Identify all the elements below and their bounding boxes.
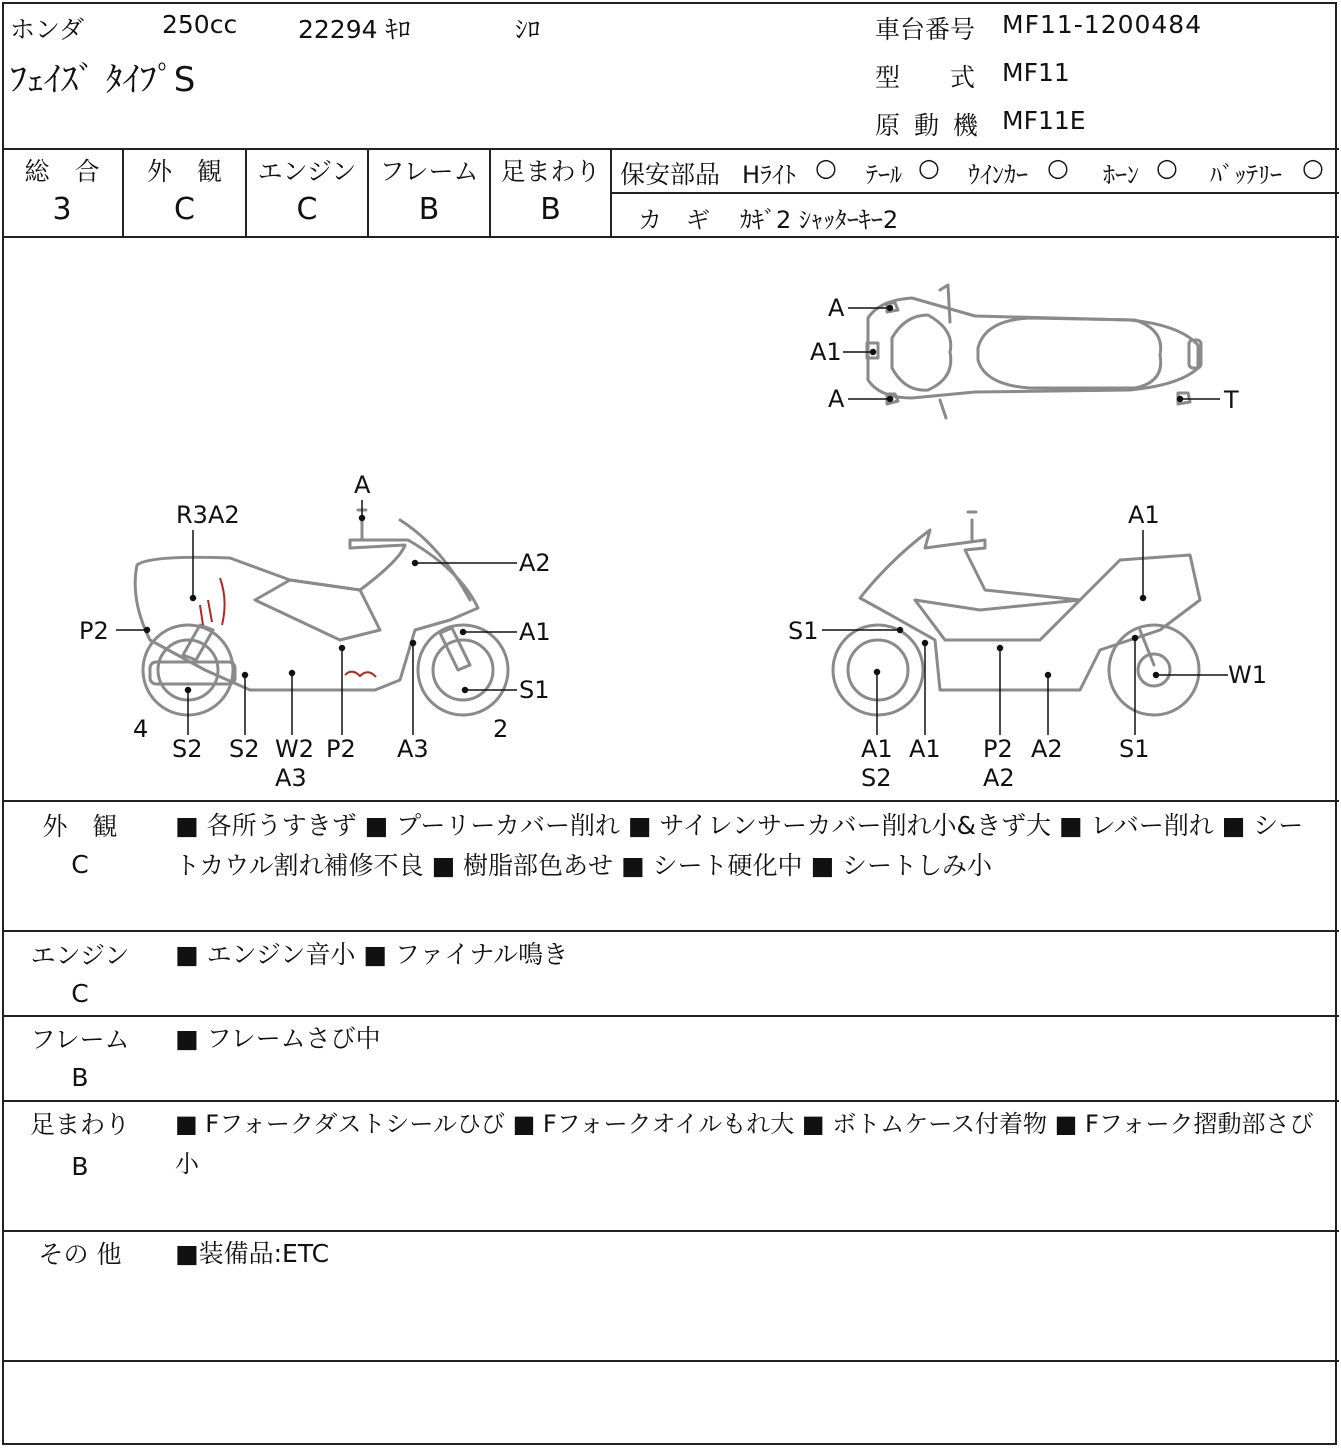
right-label-a2-b: A2 bbox=[1031, 735, 1063, 763]
maker: ホンダ bbox=[10, 15, 85, 44]
frame-no-value: MF11-1200484 bbox=[1002, 10, 1203, 39]
comment-suspension-grade: B bbox=[71, 1152, 89, 1181]
divider bbox=[2, 800, 1339, 802]
divider bbox=[2, 1100, 1339, 1102]
rating-suspension-label: 足まわり bbox=[500, 157, 601, 186]
top-label-a1: A1 bbox=[810, 338, 842, 366]
comment-engine-grade: C bbox=[71, 979, 89, 1008]
rating-frame-value: B bbox=[418, 192, 440, 227]
rating-engine-value: C bbox=[296, 192, 318, 227]
top-view-scooter bbox=[867, 285, 1201, 418]
comment-exterior-label: 外 観 bbox=[42, 812, 118, 841]
comment-frame-text: ■ フレームさび中 bbox=[175, 1024, 381, 1053]
comment-suspension-text: ■ Fフォークダストシールひび ■ Fフォークオイルもれ大 ■ ボトムケース付着物 ■ Fフォーク摺動部さび小 bbox=[175, 1110, 1314, 1178]
rating-total-label: 総 合 bbox=[24, 157, 100, 186]
comment-exterior-text: ■ 各所うすきず ■ プーリーカバー削れ ■ サイレンサーカバー削れ小&きず大 ■ レバー削れ ■ シートカウル割れ補修不良 ■ 樹脂部色あせ ■ シート硬化中 ■ シートしみ小 bbox=[175, 811, 1304, 880]
safety-item-tail: ﾃｰﾙ bbox=[866, 161, 902, 189]
right-label-a1-b1: A1 bbox=[861, 735, 893, 763]
type-label: 型 式 bbox=[875, 63, 976, 92]
key-label: カ ギ bbox=[638, 206, 710, 234]
left-label-a3: A3 bbox=[397, 735, 429, 763]
right-label-a1-top: A1 bbox=[1128, 501, 1160, 529]
divider bbox=[2, 1230, 1339, 1232]
leader-lines bbox=[116, 306, 1228, 736]
left-label-p2-bottom: P2 bbox=[326, 735, 356, 763]
top-label-a-lower: A bbox=[828, 385, 845, 413]
right-label-a1-b2: A1 bbox=[909, 735, 941, 763]
rating-frame-label: フレーム bbox=[379, 157, 479, 186]
rating-suspension-value: B bbox=[540, 192, 561, 227]
left-label-a2: A2 bbox=[519, 549, 551, 577]
engine-value: MF11E bbox=[1002, 106, 1086, 135]
comment-frame-grade: B bbox=[71, 1063, 89, 1092]
left-label-s1: S1 bbox=[519, 676, 550, 704]
left-label-s2a: S2 bbox=[172, 735, 203, 763]
right-label-s1-left: S1 bbox=[788, 617, 819, 645]
model-name: ﾌｪｲｽﾞ ﾀｲﾌﾟS bbox=[10, 60, 196, 100]
type-value: MF11 bbox=[1002, 58, 1070, 87]
safety-item-headlight: Hﾗｲﾄ bbox=[742, 161, 797, 189]
frame-no-label: 車台番号 bbox=[875, 15, 976, 44]
safety-mark-headlight: ○ bbox=[815, 153, 837, 182]
comment-exterior-grade: C bbox=[71, 850, 89, 879]
safety-mark-winker: ○ bbox=[1047, 153, 1069, 182]
right-label-s2-b: S2 bbox=[861, 764, 892, 792]
comment-other-label: その 他 bbox=[38, 1240, 122, 1269]
rating-engine-label: エンジン bbox=[257, 157, 357, 186]
engine-label: 原 動 機 bbox=[875, 111, 981, 140]
comment-engine-text: ■ エンジン音小 ■ ファイナル鳴き bbox=[175, 940, 569, 969]
safety-item-battery: ﾊﾞｯﾃﾘｰ bbox=[1210, 161, 1282, 189]
safety-item-horn: ﾎｰﾝ bbox=[1103, 161, 1139, 189]
left-label-p2: P2 bbox=[79, 617, 109, 645]
left-side-scooter bbox=[135, 510, 508, 715]
divider bbox=[2, 930, 1339, 932]
top-label-a-upper: A bbox=[828, 294, 845, 322]
left-label-w2: W2 bbox=[275, 735, 314, 763]
divider bbox=[2, 1360, 1339, 1362]
left-label-a1: A1 bbox=[519, 618, 551, 646]
comment-other-text: ■装備品:ETC bbox=[175, 1239, 330, 1268]
left-label-a-top: A bbox=[354, 471, 371, 499]
safety-item-winker: ｳｲﾝｶｰ bbox=[968, 161, 1028, 189]
safety-mark-horn: ○ bbox=[1156, 153, 1178, 182]
comment-engine-label: エンジン bbox=[30, 941, 130, 970]
rating-exterior-value: C bbox=[174, 192, 195, 227]
right-side-scooter bbox=[833, 512, 1200, 715]
right-label-s1-b: S1 bbox=[1119, 735, 1150, 763]
key-value: ｶｷﾞ2 ｼｬｯﾀｰｷｰ2 bbox=[740, 206, 899, 234]
divider bbox=[2, 1015, 1339, 1017]
safety-label: 保安部品 bbox=[620, 160, 721, 189]
left-label-s2b: S2 bbox=[229, 735, 260, 763]
safety-mark-battery: ○ bbox=[1302, 153, 1324, 182]
comment-suspension-label: 足まわり bbox=[29, 1110, 130, 1139]
right-label-p2-b: P2 bbox=[983, 735, 1013, 763]
comment-frame-label: フレーム bbox=[30, 1025, 130, 1054]
safety-mark-tail: ○ bbox=[918, 153, 940, 182]
rating-exterior-label: 外 観 bbox=[146, 157, 222, 186]
color: ｼﾛ bbox=[515, 15, 541, 44]
right-label-w1: W1 bbox=[1228, 661, 1267, 689]
mileage: 22294 ｷﾛ bbox=[298, 15, 411, 44]
left-label-4: 4 bbox=[133, 715, 149, 743]
rating-total-value: 3 bbox=[52, 192, 72, 227]
left-label-2: 2 bbox=[493, 715, 509, 743]
left-label-a3-low: A3 bbox=[275, 764, 307, 792]
left-label-r3a2: R3A2 bbox=[176, 501, 240, 529]
displacement: 250cc bbox=[162, 10, 238, 39]
top-label-t: T bbox=[1224, 386, 1239, 414]
right-label-a2-low: A2 bbox=[983, 764, 1015, 792]
